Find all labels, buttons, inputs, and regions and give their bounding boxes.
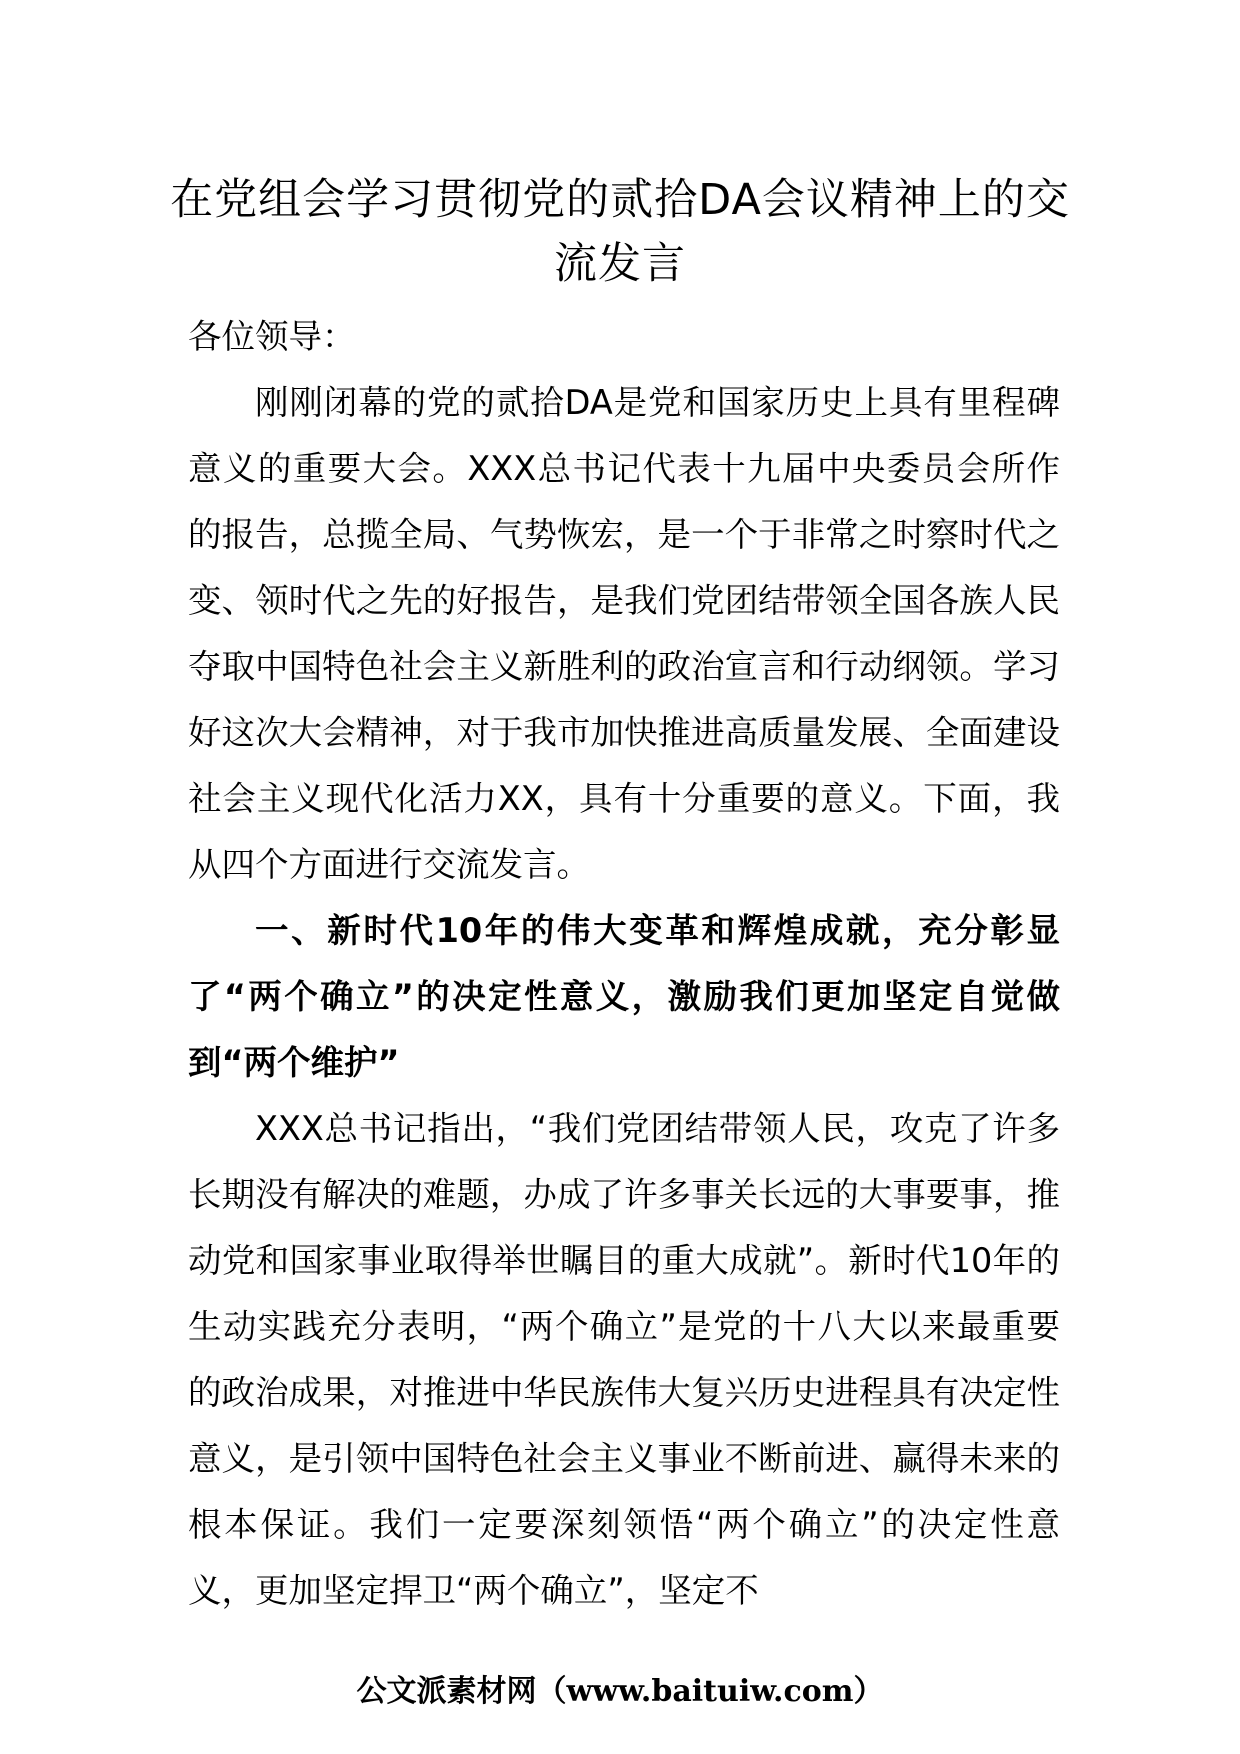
greeting: 各位领导： <box>188 317 356 356</box>
document-title: 在党组会学习贯彻党的贰拾DA会议精神上的交流发言 <box>170 175 1070 289</box>
paragraph-intro: 刚刚闭幕的党的贰拾DA是党和国家历史上具有里程碑意义的重要大会。XXX总书记代表十九届中央委员会所作的报告，总揽全局、气势恢宏，是一个于非常之时察时代之变、领时代之先的好报告，是我们党团结带领全国各族人民夺取中国特色社会主义新胜利的政治宣言和行动纲领。学习好这次大会精神，对于我市加快推进高质量发展、全面建设社会主义现代化活力XX，具有十分重要的意义。下面，我从四个方面进行交流发言。 <box>188 383 1060 884</box>
document-body <box>188 304 1060 1624</box>
section-heading-1: 一、新时代10年的伟大变革和辉煌成就，充分彰显了“两个确立”的决定性意义，激励我们更加坚定自觉做到“两个维护” <box>188 911 1060 1082</box>
paragraph-section-1: XXX总书记指出，“我们党团结带领人民，攻克了许多长期没有解决的难题，办成了许多事关长远的大事要事，推动党和国家事业取得举世瞩目的重大成就”。新时代10年的生动实践充分表明，“两个确立”是党的十八大以来最重要的政治成果，对推进中华民族伟大复兴历史进程具有决定性意义，是引领中国特色社会主义事业不断前进、赢得未来的根本保证。我们一定要深刻领悟“两个确立”的决定性意义，更加坚定捍卫“两个确立”，坚定不 <box>188 1109 1060 1610</box>
footer-watermark: 公文派素材网（www.baituiw.com） <box>356 1674 884 1709</box>
